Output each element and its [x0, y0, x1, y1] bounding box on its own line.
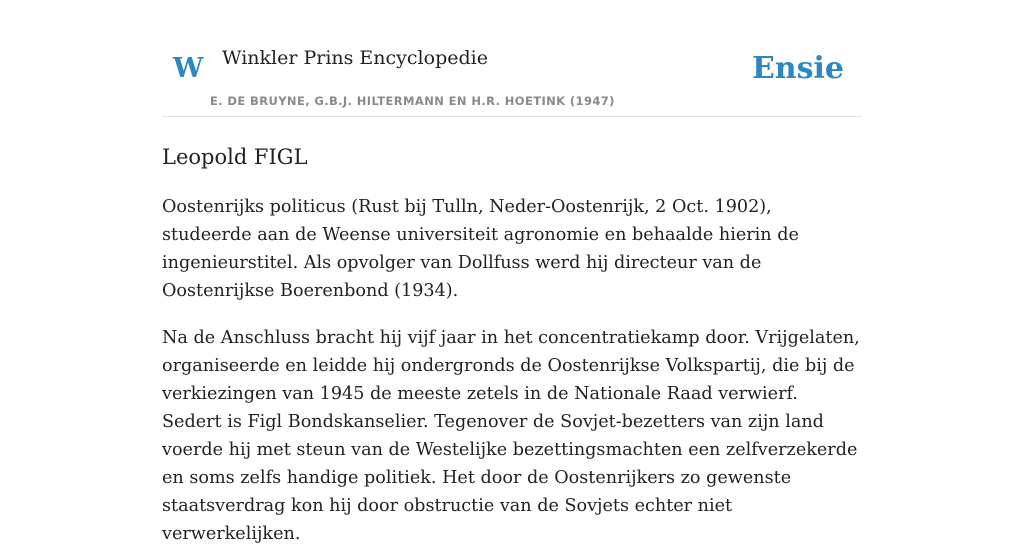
page: [162, 0, 862, 548]
site-title[interactable]: Winkler Prins Encyclopedie: [222, 47, 488, 69]
ensie-brand-logo[interactable]: Ensie: [751, 51, 844, 86]
winkler-prins-logo[interactable]: W: [173, 53, 204, 84]
article-title: Leopold FIGL: [162, 145, 308, 169]
header: [162, 0, 862, 117]
article-paragraph: Oostenrijks politicus (Rust bij Tulln, Neder-Oostenrijk, 2 Oct. 1902), studeerde aan de Weense universiteit agronomie en behaalde hierin de ingenieurstitel. Als opvolger van Dollfuss werd hij directeur van de Oostenrijkse Boerenbond (1934).: [162, 197, 799, 301]
authors-line: E. DE BRUYNE, G.B.J. HILTERMANN EN H.R. HOETINK (1947): [210, 94, 615, 108]
article-paragraph: Na de Anschluss bracht hij vijf jaar in het concentratiekamp door. Vrijgelaten, organiseerde en leidde hij ondergronds de Oostenrijkse Volkspartij, die bij de verkiezingen van 1945 de meeste zetels in de Nationale Raad verwierf. Sedert is Figl Bondskanselier. Tegenover de Sovjet-bezetters van zijn land voerde hij met steun van de Westelijke bezettingsmachten een zelfverzekerde en soms zelfs handige politiek. Het door de Oostenrijkers zo gewenste staatsverdrag kon hij door obstructie van de Sovjets echter niet verwerkelijken.: [162, 328, 860, 544]
